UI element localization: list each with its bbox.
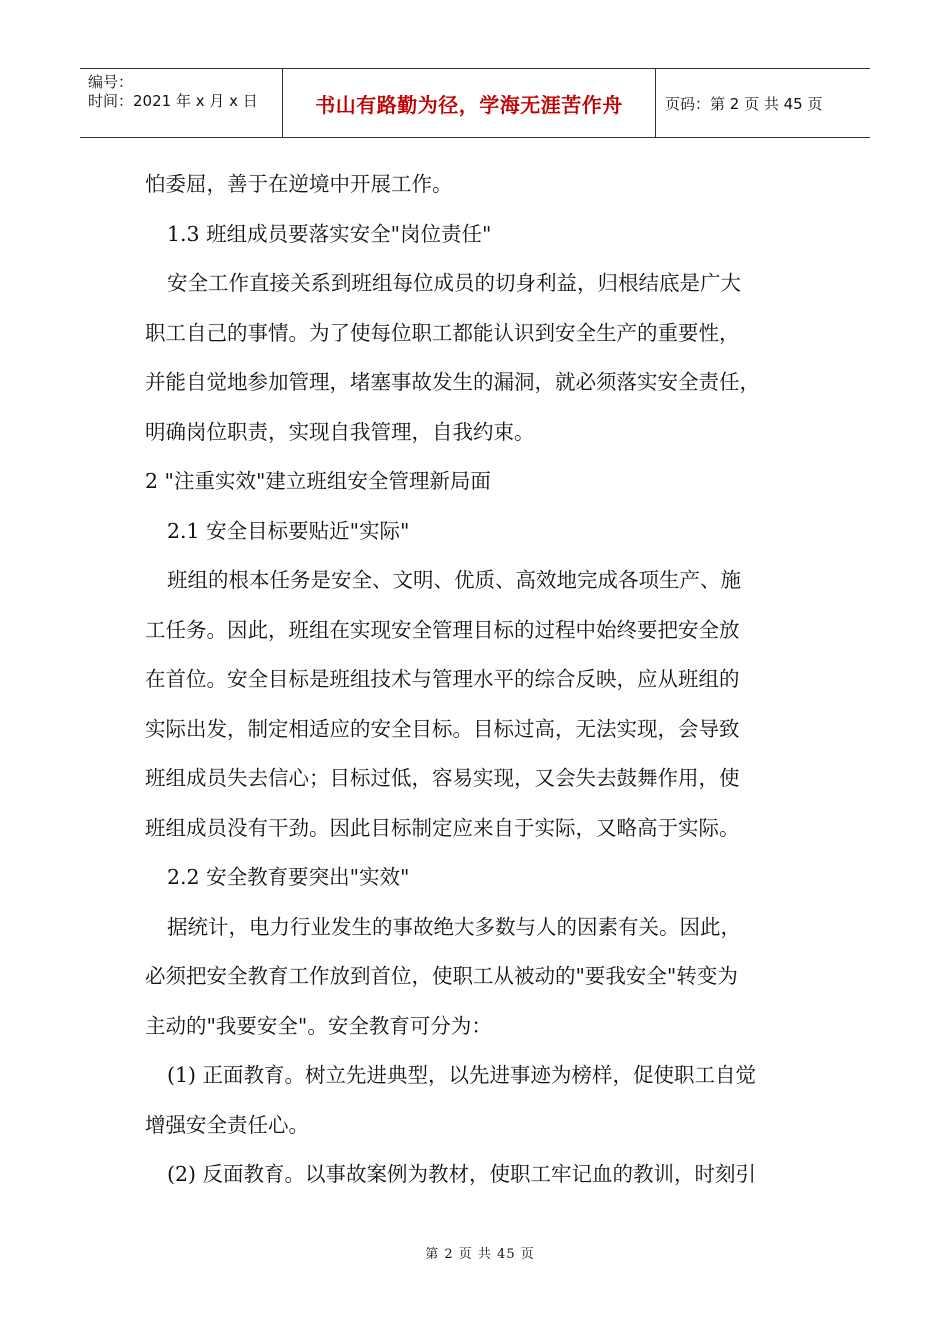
header-page-cell [655,69,870,137]
body-line: 安全工作直接关系到班组每位成员的切身利益，归根结底是广大 [167,271,741,295]
body-line: 职工自己的事情。为了使每位职工都能认识到安全生产的重要性， [145,320,740,345]
header-page-info: 页码：第 2 页 共 45 页 [665,94,823,113]
page-footer [0,1243,950,1262]
list-item: (1) 正面教育。树立先进典型，以先进事迹为榜样，促使职工自觉 [167,1063,757,1087]
body-line: 增强安全责任心。 [145,1112,309,1137]
section-heading-2: 2 "注重实效"建立班组安全管理新局面 [145,469,491,493]
body-line: 班组成员没有干劲。因此目标制定应来自于实际，又略高于实际。 [145,815,740,840]
body-line: 必须把安全教育工作放到首位，使职工从被动的"要我安全"转变为 [145,964,738,988]
document-date: 时间：2021 年 x 月 x 日 [88,92,258,110]
header-motto-cell [282,69,656,137]
body-line: 并能自觉地参加管理，堵塞事故发生的漏洞，就必须落实安全责任， [145,370,760,394]
document-number-label: 编号： [88,73,134,91]
footer-page-number: 第 2 页 共 45 页 [425,1247,535,1262]
body-line: 主动的"我要安全"。安全教育可分为： [145,1013,492,1038]
body-line: 在首位。安全目标是班组技术与管理水平的综合反映，应从班组的 [145,667,740,691]
body-line: 实际出发，制定相适应的安全目标。目标过高，无法实现，会导致 [145,716,740,741]
section-heading-2-2: 2.2 安全教育要突出"实效" [167,865,410,889]
body-line: 工任务。因此，班组在实现安全管理目标的过程中始终要把安全放 [145,617,740,642]
list-item: (2) 反面教育。以事故案例为教材，使职工牢记血的教训，时刻引 [167,1162,757,1186]
body-line: 明确岗位职责，实现自我管理，自我约束。 [145,419,535,444]
section-heading-1-3: 1.3 班组成员要落实安全"岗位责任" [167,221,492,246]
body-line: 据统计，电力行业发生的事故绝大多数与人的因素有关。因此， [167,914,741,939]
body-line: 班组成员失去信心；目标过低，容易实现，又会失去鼓舞作用，使 [145,766,740,790]
body-line: 怕委屈，善于在逆境中开展工作。 [145,172,453,196]
page-header [80,68,870,138]
body-line: 班组的根本任务是安全、文明、优质、高效地完成各项生产、施 [167,568,741,592]
section-heading-2-1: 2.1 安全目标要贴近"实际" [167,518,410,543]
header-meta [80,69,282,137]
document-body [145,160,825,1200]
header-motto: 书山有路勤为径，学海无涯苦作舟 [315,92,623,117]
